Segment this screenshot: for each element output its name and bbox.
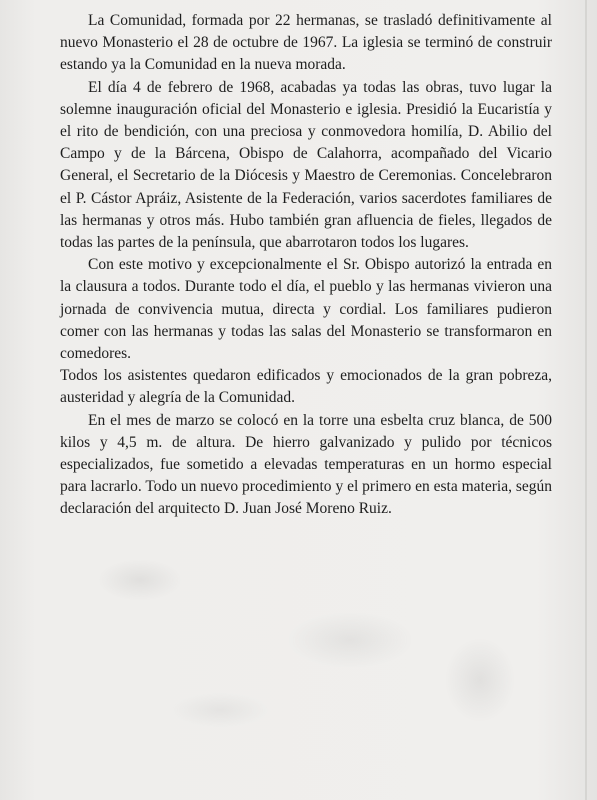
bleed-through-shadow: [20, 560, 560, 760]
paragraph-community-move: La Comunidad, formada por 22 hermanas, se trasladó definitivamente al nuevo Monasterio el 28 de octubre de 1967. La iglesia se terminó de construir estando ya la Comunidad en la nueva morada.: [60, 12, 552, 74]
page-fold: [585, 0, 587, 800]
paragraph-cross: En el mes de marzo se colocó en la torre una esbelta cruz blanca, de 500 kilos y 4,5 m. de altura. De hierro galvanizado y pulido por técnicos especializados, fue sometido a elevadas temperaturas en un hormo especial para lacrarlo. Todo un nuevo procedimiento y el primero en esta materia, según declaración del arquitecto D. Juan José Moreno Ruiz.: [60, 411, 552, 518]
paragraph-attendees: Todos los asistentes quedaron edificados y emocionados de la gran pobreza, austeridad y alegría de la Comunidad.: [60, 367, 552, 407]
paragraph-inauguration: El día 4 de febrero de 1968, acabadas ya todas las obras, tuvo lugar la solemne inauguración oficial del Monasterio e iglesia. Presidió la Eucaristía y el rito de bendición, con una preciosa y conmovedora homilía, D. Abilio del Campo y de la Bárcena, Obispo de Calahorra, acompañado del Vicario General, el Secretario de la Diócesis y Maestro de Ceremonias. Concelebraron el P. Cástor Apráiz, Asistente de la Federación, varios sacerdotes familiares de las hermanas y otros más. Hubo también gran afluencia de fieles, llegados de todas las partes de la península, que abarrotaron todos los lugares.: [60, 78, 552, 252]
paragraph-cloister-entry: Con este motivo y excepcionalmente el Sr. Obispo autorizó la entrada en la clausura a todos. Durante todo el día, el pueblo y las hermanas vivieron una jornada de convivencia mutua, directa y cordial. Los familiares pudieron comer con las hermanas y todas las salas del Monasterio se transformaron en comedores.: [60, 256, 552, 363]
body-text: [60, 10, 552, 521]
